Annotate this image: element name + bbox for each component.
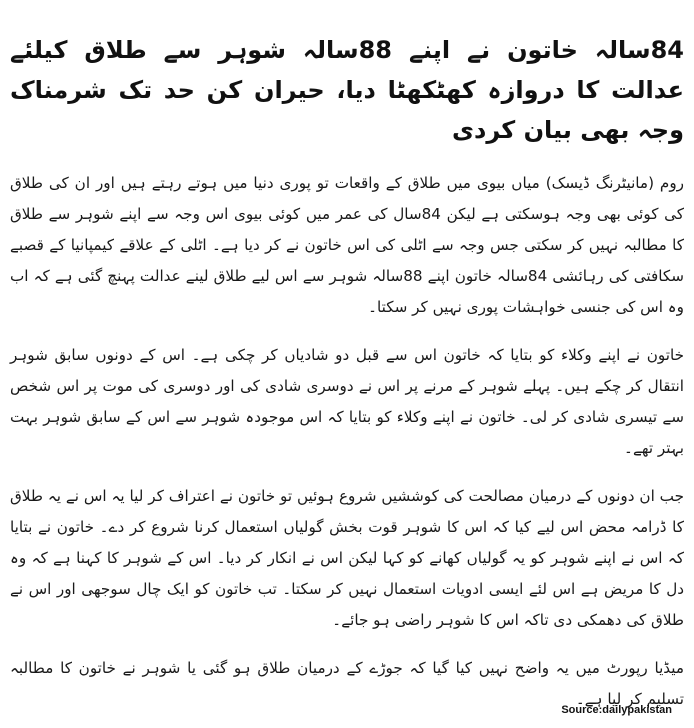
article-paragraph-4: میڈیا رپورٹ میں یہ واضح نہیں کیا گیا کہ جوڑے کے درمیان طلاق ہو گئی یا شوہر نے خاتون کا مطالبہ تسلیم کر لیا ہے۔ — [10, 659, 684, 708]
article-paragraph-1: روم (مانیٹرنگ ڈیسک) میاں بیوی میں طلاق کے واقعات تو پوری دنیا میں ہوتے رہتے ہیں اور ان کی طلاق کی کوئی بھی وجہ ہوسکتی ہے لیکن 84سال کی عمر میں کوئی بیوی اس وجہ سے اپنے شوہر سے طلاق کا مطالبہ نہیں کر سکتی جس وجہ سے اٹلی کی اس خاتون نے کر دیا ہے۔ اٹلی کے علاقے کیمپانیا کے قصبے سکافتی کی رہائشی 84سالہ خاتون اپنے 88سالہ شوہر سے اس لیے طلاق لینے عدالت پہنچ گئی ہے کہ اب وہ اس کی جنسی خواہشات پوری نہیں کر سکتا۔ — [10, 174, 684, 316]
article-headline: 84سالہ خاتون نے اپنے 88سالہ شوہر سے طلاق کیلئے عدالت کا دروازہ کھٹکھٹا دیا، حیران کن حد تک شرمناک وجہ بھی بیان کردی — [10, 36, 684, 144]
article-paragraph-3: جب ان دونوں کے درمیان مصالحت کی کوششیں شروع ہوئیں تو خاتون نے اعتراف کر لیا یہ اس نے یہ طلاق کا ڈرامہ محض اس لیے کیا کہ اس کا شوہر قوت بخش گولیاں استعمال کرنا شروع کر دے۔ خاتون نے بتایا کہ اس نے اپنے شوہر کو یہ گولیاں کھانے کو کہا لیکن اس نے انکار کر دیا۔ اس کے شوہر کا کہنا ہے کہ وہ دل کا مریض ہے اس لئے ایسی ادویات استعمال نہیں کر سکتا۔ تب خاتون کو ایک چال سوجھی اور اس نے طلاق کی دھمکی دی تاکہ اس کا شوہر راضی ہو جائے۔ — [10, 487, 684, 629]
article-paragraph-2: خاتون نے اپنے وکلاء کو بتایا کہ خاتون اس سے قبل دو شادیاں کر چکی ہے۔ اس کے دونوں سابق شوہر انتقال کر چکے ہیں۔ پہلے شوہر کے مرنے پر اس نے دوسری شادی کی اور دوسری کی موت پر اس شخص سے تیسری شادی کر لی۔ خاتون نے اپنے وکلاء کو بتایا کہ اس موجودہ شوہر سے اس کے سابق شوہر بہت بہتر تھے۔ — [10, 346, 684, 457]
source-credit: Source:dailypakistan — [561, 704, 672, 716]
